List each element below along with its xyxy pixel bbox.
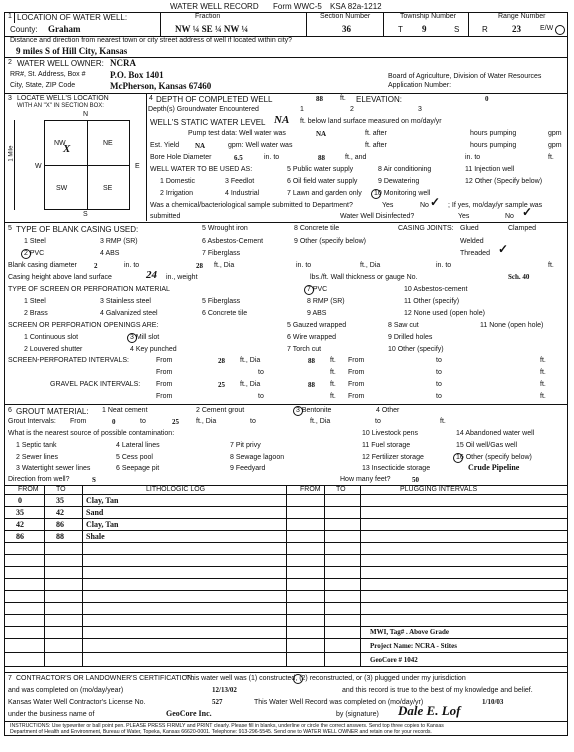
log-row-from: 42 — [16, 520, 24, 529]
range-ew: E/W — [540, 25, 554, 32]
section-number-value: 36 — [342, 24, 351, 34]
pvc-casing-circle — [21, 249, 31, 259]
stamp-line: MWI, Tag# . Above Grade — [370, 628, 449, 636]
casing-to-value: 28 — [196, 262, 203, 270]
constructed-circle — [293, 674, 303, 684]
yield-value: NA — [195, 142, 206, 150]
bentonite-circle — [293, 406, 303, 416]
section-1-number: 1 — [8, 13, 12, 20]
township-label: Township Number — [400, 13, 457, 20]
business-name: GeoCore Inc. — [166, 709, 212, 718]
pvc-screen-circle — [304, 285, 314, 295]
range-label: Range Number — [498, 13, 546, 20]
fraction-label: Fraction — [195, 13, 221, 20]
bore-to-value: 88 — [318, 154, 325, 162]
log-row-from: 35 — [16, 508, 24, 517]
owner-name: NCRA — [110, 58, 136, 68]
static-level-label: WELL'S STATIC WATER LEVEL — [150, 118, 266, 127]
application-label: Application Number: — [388, 82, 452, 89]
log-row-to: 86 — [56, 520, 64, 529]
bore-value: 6.5 — [234, 154, 243, 162]
log-row-desc: Shale — [86, 532, 105, 541]
log-row-desc: Sand — [86, 508, 104, 517]
form-title: WATER WELL RECORD — [170, 2, 259, 11]
location-label: LOCATION OF WATER WELL: — [17, 13, 128, 22]
board-label: Board of Agriculture, Division of Water Resources — [388, 73, 542, 80]
well-location-x: X — [63, 143, 71, 155]
owner-address: P.O. Box 1401 — [110, 70, 164, 80]
log-row-desc: Clay, Tan — [86, 496, 119, 505]
fraction-value: NW ¼ SE ¼ NW ¼ — [175, 24, 249, 34]
locate-label: LOCATE WELL'S LOCATION — [17, 95, 109, 102]
elevation-value: 0 — [485, 95, 489, 103]
distance-value: 9 miles S of Hill City, Kansas — [16, 46, 128, 56]
static-level-value: NA — [274, 114, 290, 126]
crude-pipeline-value: Crude Pipeline — [468, 463, 520, 472]
screen-from-value: 28 — [218, 357, 225, 365]
gravel-to-value: 88 — [308, 381, 315, 389]
pump-value: NA — [316, 130, 327, 138]
other-source-circle — [453, 453, 463, 463]
casing-diameter-value: 2 — [94, 262, 98, 270]
locate-sub: WITH AN "X" IN SECTION BOX: — [17, 103, 104, 109]
log-row-from: 0 — [18, 496, 22, 505]
township-value: 9 — [422, 24, 427, 34]
completion-date: 12/13/02 — [212, 686, 237, 694]
stamp-line: Project Name: NCRA - Stites — [370, 642, 457, 650]
gravel-from-value: 25 — [218, 381, 225, 389]
use-label: WELL WATER TO BE USED AS: — [150, 166, 253, 173]
distance-label: Distance and direction from nearest town or city street address of well if located within city? — [10, 37, 293, 44]
feet-value: 50 — [412, 476, 419, 484]
stamp-line: GeoCore # 1042 — [370, 656, 418, 664]
range-value: 23 — [512, 24, 521, 34]
instructions-line: Department of Health and Environment, Bureau of Water, Topeka, Kansas 66620-0001. Telephone: 913-296-5545. Send one to WATER WELL OWNER and retain one for your records. — [10, 729, 432, 735]
mill-slot-circle — [127, 333, 137, 343]
form-ksa: KSA 82a-1212 — [330, 2, 382, 11]
threaded-check: ✓ — [498, 242, 509, 256]
owner-city: McPherson, Kansas 67460 — [110, 81, 212, 91]
log-row-to: 88 — [56, 532, 64, 541]
screen-label: TYPE OF SCREEN OR PERFORATION MATERIAL — [8, 286, 170, 293]
certification-label: CONTRACTOR'S OR LANDOWNER'S CERTIFICATION: — [16, 675, 195, 682]
instructions-line: INSTRUCTIONS: Use typewriter or ball point pen. PLEASE PRESS FIRMLY and PRINT clearly. Please fill in blanks, underline or circle the correct answers. Send top three copies to Kansas — [10, 723, 444, 729]
sample-no-check: ✓ — [430, 195, 441, 209]
casing-height-value: 24 — [146, 269, 157, 281]
range-west-circle — [555, 25, 565, 35]
depth-value: 88 — [316, 95, 323, 103]
signature: Dale E. Lof — [398, 703, 461, 718]
license-number: 527 — [212, 698, 223, 706]
screen-to-value: 88 — [308, 357, 315, 365]
casing-label: TYPE OF BLANK CASING USED: — [16, 225, 139, 234]
record-date: 1/10/03 — [482, 698, 504, 706]
depth-label: DEPTH OF COMPLETED WELL — [156, 95, 273, 104]
county-label: County: — [10, 25, 38, 34]
water-well-record-form: WATER WELL RECORD Form WWC-5 KSA 82a-1212 1 LOCATION OF WATER WELL: Fraction County: Graham NW ¼ SE ¼ NW ¼ Section Number 36 Township Number T 9 S Range Number R 23 E/W Distance and direction from nearest town or city street address of well if located within city? 9 miles S of Hill City, Kansas 2 WATER WELL OWNER: NCRA RR#, St. Address, Box # P.O. Box 1401 City, State, ZIP Code McPherson, Kansas 67460 Board of Agriculture, Division of Water Resources Application Number: 3 LOCATE WELL'S LOCATION WITH AN "X" IN SECTION BOX: N S W E NW X NE SW SE 1 Mile 4 DEPTH OF COMPLETED WELL 88 ft. ELEVATION: 0 Depth(s) Groundwater Encountered 1 2 3 WELL'S STATIC WATER LEVEL NA ft. below land surface measured on mo/day/yr Pump test data: Well water was NA ft. after hours pumping gpm Est. Yield NA gpm: Well water was ft. after hours pumping gpm Bore Hole Diameter 6.5 in. to 88 ft., and in. to ft. WELL WATER TO BE USED AS: 5 Public water supply 8 Air conditioning 11 Injection well 1 Domestic 3 Feedlot 6 Oil field water supply 9 Dewatering 12 Other (Specify below) 2 Irrigation 4 Industrial 7 Lawn and garden only 10 Monitoring well Was a chemical/bacteriological sample submitted to Department? Yes No ✓ ; If yes, mo/day/yr sample was submitted Water Well Disinfected? Yes No ✓ 5 TYPE OF BLANK CASING USED: 5 Wrought iron 8 Concrete tile CASING JOINTS: Glued Clamped 1 Steel 3 RMP (SR) 6 Asbestos-Cement 9 Other (specify below) Welded 2 PVC 4 ABS 7 Fiberglass Threaded ✓ Blank casing diameter 2 in. to 28 ft., Dia in. to ft., Dia in. to ft. Casing height above land surface 24 in., weight lbs./ft. Wall thickness or gauge No. Sch. 40 TYPE OF SCREEN OR PERFORATION MATERIAL 1 Steel 3 Stainless steel 5 Fiberglass 7 PVC 10 Asbestos-cement 8 RMP (SR) 11 Other (specify) 2 Brass 4 Galvanized steel 6 Concrete tile 9 ABS 12 None used (open hole) SCREEN OR PERFORATION OPENINGS ARE: 5 Gauzed wrapped 8 Saw cut 11 None (open hole) 1 Continuous slot 3 Mill slot 6 Wire wrapped 9 Drilled holes 2 Louvered shutter 4 Key punched 7 Torch cut 10 Other (specify) SCREEN-PERFORATED INTERVALS: From 28 ft., Dia 88 ft. From to ft. From to ft. From to ft. GRAVEL PACK INTERVALS: From 25 ft., Dia 88 ft. From to ft. From to ft. From to ft. 6 GROUT MATERIAL: 1 Neat cement 2 Cement grout 3 Bentonite 4 Other Grout Intervals: From 0 to 25 ft., Dia to ft., Dia to ft. What is the nearest source of possible contamination: 10 Livestock pens 14 Abandoned water well 1 Septic tank 4 Lateral lines 7 Pit privy 11 Fuel storage 15 Oil well/Gas well 2 Sewer lines 5 Cess pool 8 Sewage lagoon 12 Fertilizer storage 16 Other (specify below) 3 Watertight sewer lines 6 Seepage pit 9 Feedyard 13 Insecticide storage Crude Pipeline Direction from well? S How many feet? 50 FROM TO LITHOLOGIC LOG FROM TO PLUGGING INTERVALS 0 35 Clay, Tan 35 42 Sand 42 86 Clay, Tan 86 88 Shale MWI, Tag# . Above Grade Project Name: NCRA - Stites GeoCore # 1042 7 CONTRACTOR'S OR LANDOWNER'S CERTIFICATION: This water well was (1) constructed, (2) reconstructed, or (3) plugged under my jurisdiction and was completed on (mo/day/year) 12/13/02 and this record is true to the best of my knowledge and belief. Kansas Water Well Contractor's License No. 527 This Water Well Record was completed on (mo/day/yr) 1/10/03 under the business name of GeoCore Inc. by (signature) Dale E. Lof INSTRUCTIONS: Use typewriter or ball point pen. PLEASE PRESS FIRMLY and PRINT clearly. Please fill in blanks, underline or circle the correct answers. Send top three copies to Kansas Department of Health and Environment, Bureau of Water, Topeka, Kansas 66620-0001. Telephone: 913-296-5545. Send one to WATER WELL OWNER and retain one for your records. — [0, 0, 574, 752]
grout-label: GROUT MATERIAL: — [16, 407, 89, 416]
section-number-label: Section Number — [320, 13, 371, 20]
log-row-to: 35 — [56, 496, 64, 505]
monitoring-well-circle — [371, 189, 381, 199]
log-row-to: 42 — [56, 508, 64, 517]
grout-from-value: 0 — [112, 418, 116, 426]
gauge-value: Sch. 40 — [508, 273, 530, 281]
county-value: Graham — [48, 24, 81, 34]
log-row-from: 86 — [16, 532, 24, 541]
disinfected-no-check: ✓ — [522, 205, 533, 219]
log-row-desc: Clay, Tan — [86, 520, 119, 529]
direction-value: S — [92, 476, 96, 484]
grout-to-value: 25 — [172, 418, 179, 426]
owner-label: WATER WELL OWNER: — [17, 59, 104, 68]
form-number: Form WWC-5 — [273, 2, 322, 11]
